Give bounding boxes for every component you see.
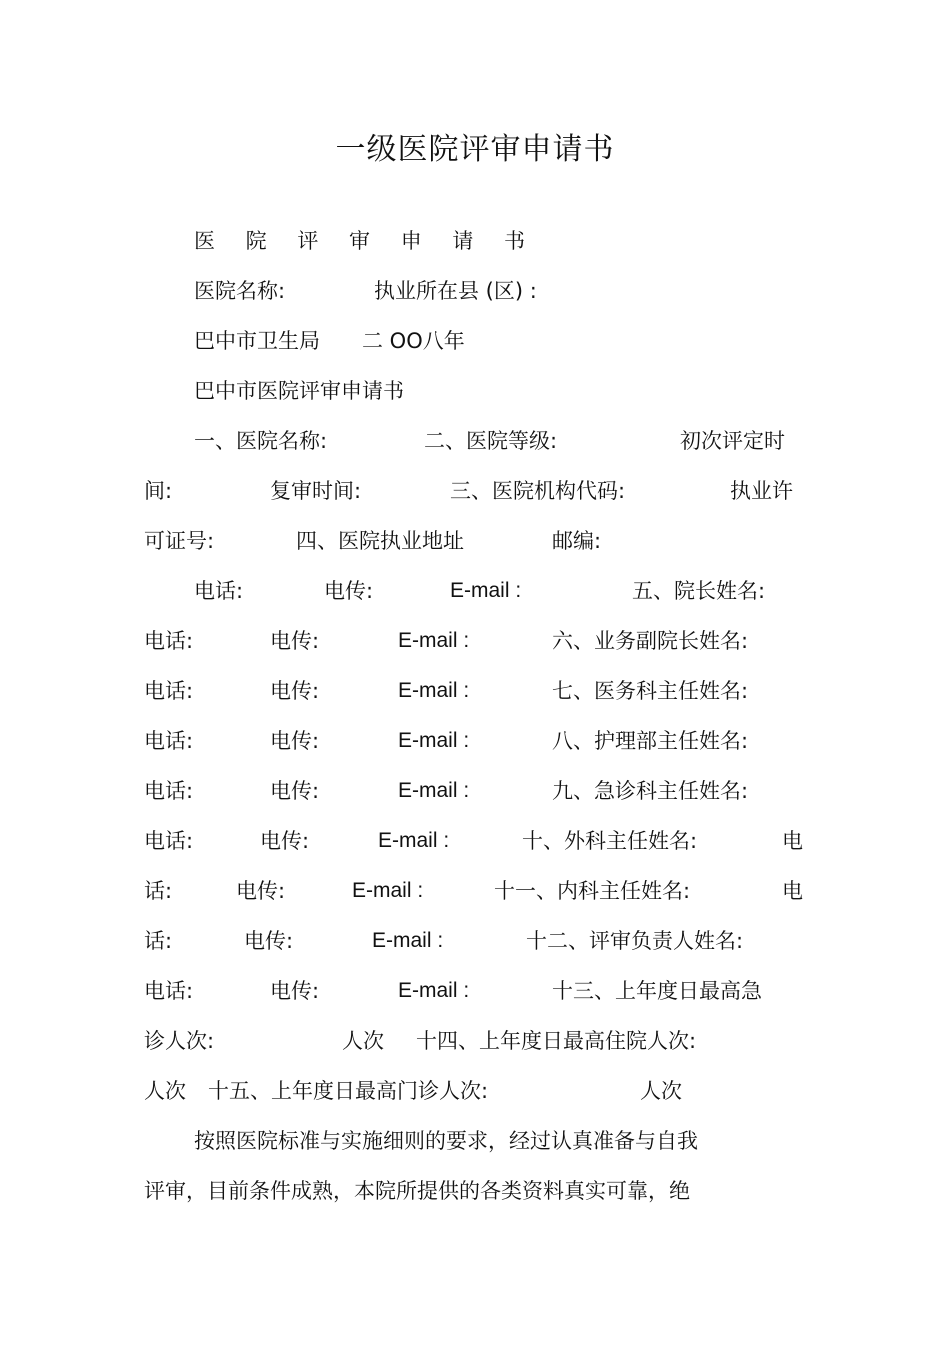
field-fax: 电传:	[270, 729, 320, 753]
field-hospital-name: 一、医院名称:	[194, 429, 328, 453]
field-fax: 电传:	[270, 679, 320, 703]
field-vice-director-name: 六、业务副院长姓名:	[552, 629, 749, 653]
field-text: 话:	[144, 929, 173, 953]
field-text: 话:	[144, 879, 173, 903]
field-internal-med-head: 十一、内科主任姓名:	[494, 879, 691, 903]
field-medical-affairs-head: 七、医务科主任姓名:	[552, 679, 749, 703]
field-phone: 电话:	[144, 779, 194, 803]
field-license: 执业许	[730, 479, 793, 503]
field-license-no: 可证号:	[144, 529, 215, 553]
field-emergency-head: 九、急诊科主任姓名:	[552, 779, 749, 803]
field-max-emergency-visits: 十三、上年度日最高急	[552, 979, 762, 1003]
field-max-outpatient-visits: 十五、上年度日最高门诊人次:	[208, 1079, 489, 1103]
cover-subtitle: 巴中市医院评审申请书	[194, 379, 404, 403]
field-phone: 电话:	[144, 829, 194, 853]
field-email: E-mail :	[398, 679, 470, 702]
field-fax: 电传:	[270, 779, 320, 803]
field-phone: 电话:	[144, 979, 194, 1003]
statement-text: 按照医院标准与实施细则的要求，经过认真准备与自我	[194, 1129, 698, 1153]
county-label: 执业所在县 (区) :	[374, 279, 537, 303]
field-org-code: 三、医院机构代码:	[450, 479, 626, 503]
field-review-lead-name: 十二、评审负责人姓名:	[526, 929, 744, 953]
field-surgery-head: 十、外科主任姓名:	[522, 829, 698, 853]
field-phone: 电话:	[144, 679, 194, 703]
field-email: E-mail :	[398, 729, 470, 752]
field-unit: 人次	[640, 1079, 682, 1103]
field-fax: 电传:	[270, 629, 320, 653]
field-email: E-mail :	[398, 779, 470, 802]
field-initial-eval-time: 初次评定时	[680, 429, 785, 453]
field-fax: 电传:	[260, 829, 310, 853]
field-text: 间:	[144, 479, 173, 503]
field-email: E-mail :	[378, 829, 450, 852]
field-fax: 电传:	[244, 929, 294, 953]
field-review-time: 复审时间:	[270, 479, 362, 503]
document-title: 一级医院评审申请书	[335, 132, 615, 167]
field-fax: 电传:	[270, 979, 320, 1003]
field-email: E-mail :	[372, 929, 444, 952]
issuer: 巴中市卫生局	[194, 329, 320, 353]
field-unit: 人次	[342, 1029, 384, 1053]
field-unit: 人次	[144, 1079, 186, 1103]
field-hospital-level: 二、医院等级:	[424, 429, 558, 453]
field-email: E-mail :	[450, 579, 522, 602]
field-email: E-mail :	[398, 629, 470, 652]
issue-year: 二 OO八年	[362, 329, 465, 353]
field-max-inpatient-visits: 十四、上年度日最高住院人次:	[416, 1029, 697, 1053]
hospital-name-label: 医院名称:	[194, 279, 286, 303]
field-email: E-mail :	[398, 979, 470, 1002]
statement-text: 评审，目前条件成熟，本院所提供的各类资料真实可靠，绝	[144, 1179, 690, 1203]
field-nursing-head: 八、护理部主任姓名:	[552, 729, 749, 753]
field-text: 电	[782, 829, 803, 853]
field-fax: 电传:	[236, 879, 286, 903]
field-postcode: 邮编:	[552, 529, 602, 553]
field-director-name: 五、院长姓名:	[632, 579, 766, 603]
field-phone: 电话:	[144, 729, 194, 753]
field-text: 诊人次:	[144, 1029, 215, 1053]
field-email: E-mail :	[352, 879, 424, 902]
field-phone: 电话:	[194, 579, 244, 603]
field-phone: 电话:	[144, 629, 194, 653]
field-text: 电	[782, 879, 803, 903]
field-address: 四、医院执业地址	[296, 529, 464, 553]
cover-heading: 医 院 评 审 申 请 书	[194, 229, 538, 253]
field-fax: 电传:	[324, 579, 374, 603]
